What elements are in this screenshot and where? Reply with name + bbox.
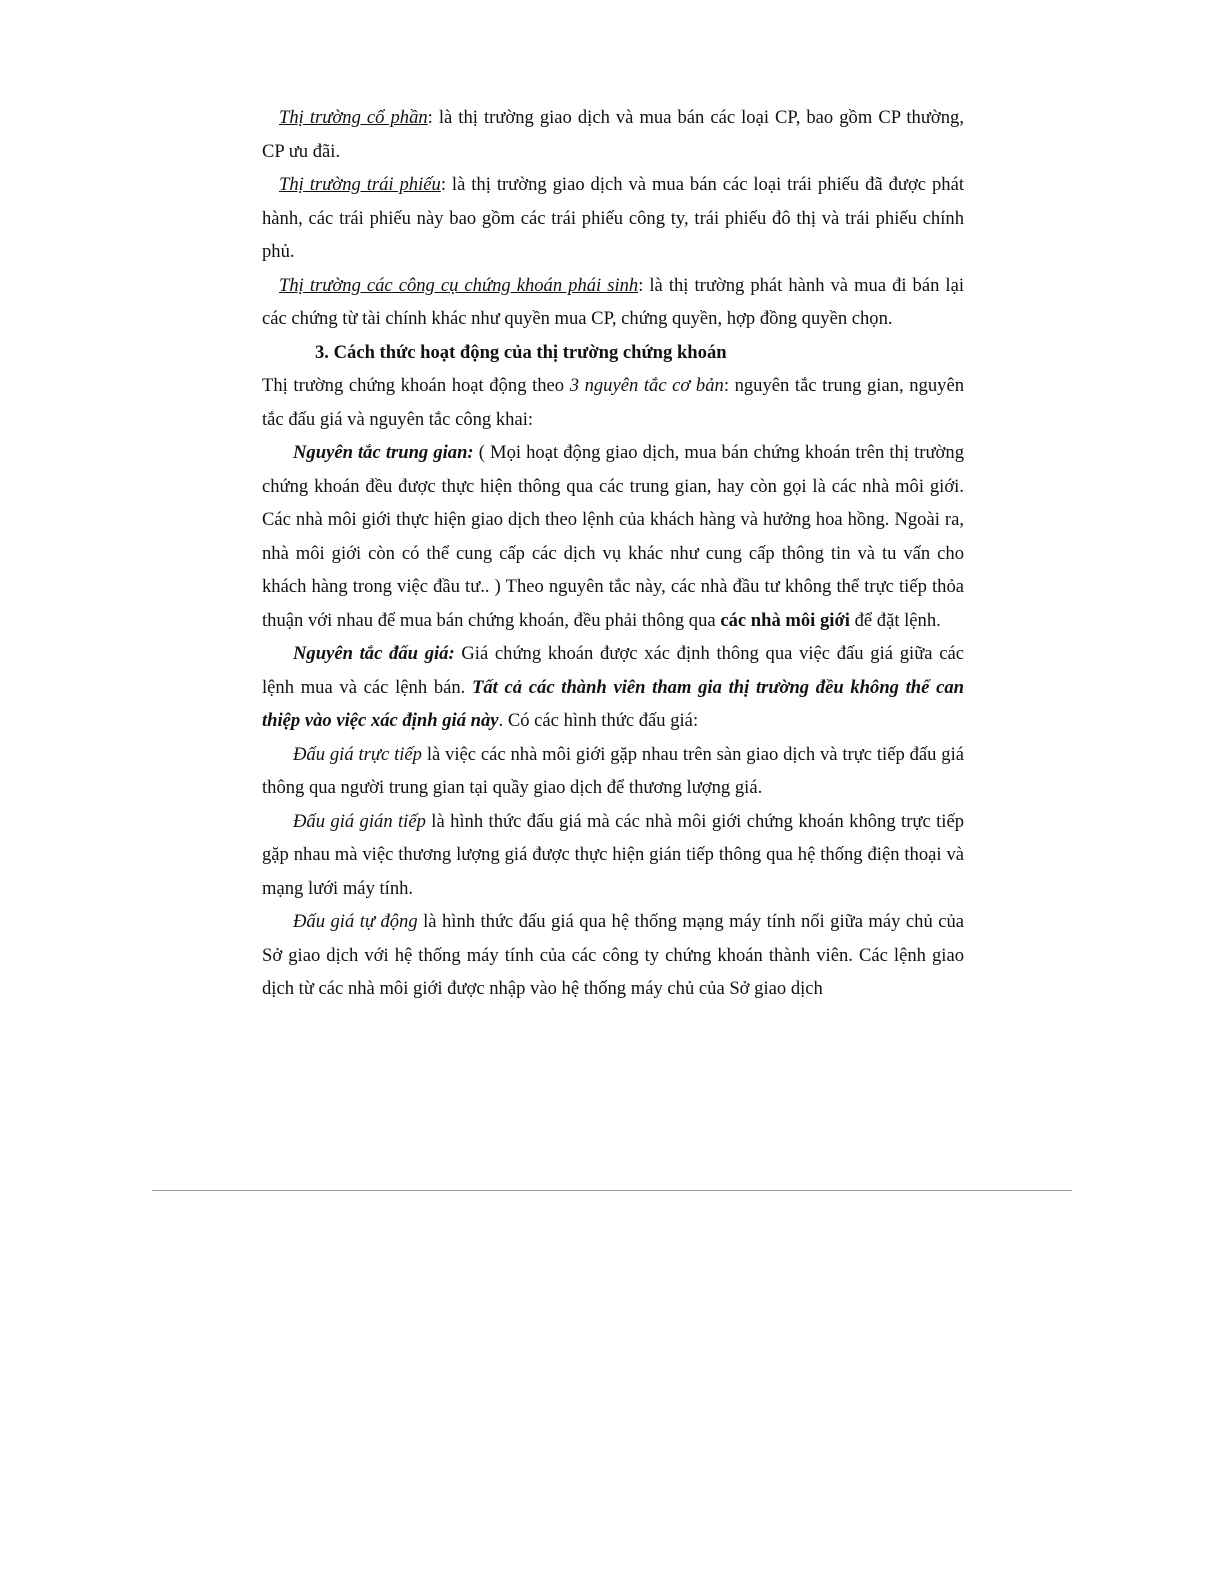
section-heading: 3. Cách thức hoạt động của thị trường chứng khoán [315,341,727,363]
paragraph-text: . Có các hình thức đấu giá: [498,710,699,731]
paragraph-text: Giá chứng khoán được xác định thông qua việc đấu giá giữa các lệnh mua và các lệnh bán. [262,643,964,698]
paragraph-indirect-auction [262,805,964,906]
emphasis-three-principles: 3 nguyên tắc cơ bản [569,375,724,396]
paragraph-principles-intro [262,369,964,436]
paragraph-equity-market [262,101,964,168]
term-automatic-auction: Đấu giá tự động [293,911,418,932]
paragraph-auction-principle [262,637,964,738]
term-derivatives-market: Thị trường các công cụ chứng khoán phái sinh [279,274,639,296]
term-auction-principle: Nguyên tắc đấu giá: [293,643,455,664]
paragraph-text: là việc các nhà môi giới gặp nhau trên sàn giao dịch và trực tiếp đấu giá thông qua người trung gian tại quầy giao dịch để thương lượng giá. [262,743,965,798]
emphasis-no-intervention: Tất cả các thành viên tham gia thị trường đều không thể can thiệp vào việc xác định giá này [262,676,964,731]
emphasis-brokers: các nhà môi giới [720,609,850,631]
paragraph-text: là hình thức đấu giá mà các nhà môi giới chứng khoán không trực tiếp gặp nhau mà việc thương lượng giá được thực hiện gián tiếp thông qua hệ thống điện thoại và mạng lưới máy tính. [262,810,964,899]
paragraph-intermediary-principle [262,436,964,637]
document-body [262,101,964,1006]
term-direct-auction: Đấu giá trực tiếp [293,743,422,765]
paragraph-text: : là thị trường giao dịch và mua bán các loại trái phiếu đã được phát hành, các trái phiếu này bao gồm các trái phiếu công ty, trái phiếu đô thị và trái phiếu chính phủ. [262,174,965,262]
paragraph-text: Thị trường chứng khoán hoạt động theo [262,375,570,396]
paragraph-automatic-auction [262,905,964,1006]
paragraph-text: ( Mọi hoạt động giao dịch, mua bán chứng khoán trên thị trường chứng khoán đều được thực hiện thông qua các trung gian, hay còn gọi là các nhà môi giới. Các nhà môi giới thực hiện giao dịch theo lệnh của khách hàng và hưởng hoa hồng. Ngoài ra, nhà môi giới còn có thể cung cấp các dịch vụ khác như cung cấp thông tin và tu vấn cho khách hàng trong việc đầu tư.. ) Theo nguyên tắc này, các nhà đầu tư không thể trực tiếp thỏa thuận với nhau để mua bán chứng khoán, đều phải thông qua [262,442,964,631]
term-intermediary-principle: Nguyên tắc trung gian: [293,442,474,463]
paragraph-bond-market [262,168,964,269]
page-footer-divider [152,1190,1072,1191]
term-bond-market: Thị trường trái phiếu [279,174,441,195]
paragraph-text: để đặt lệnh. [849,609,941,631]
paragraph-derivatives-market [262,269,964,336]
term-equity-market: Thị trường cổ phần [279,107,428,128]
term-indirect-auction: Đấu giá gián tiếp [293,810,426,832]
paragraph-text: : là thị trường giao dịch và mua bán các loại CP, bao gồm CP thường, CP ưu đãi. [262,107,965,162]
paragraph-text: : nguyên tắc trung gian, nguyên tắc đấu giá và nguyên tắc công khai: [262,375,964,430]
paragraph-text: : là thị trường phát hành và mua đi bán lại các chứng từ tài chính khác như quyền mua CP, chứng quyền, hợp đồng quyền chọn. [262,274,965,329]
paragraph-text: là hình thức đấu giá qua hệ thống mạng máy tính nối giữa máy chủ của Sở giao dịch với hệ thống máy tính của các công ty chứng khoán thành viên. Các lệnh giao dịch từ các nhà môi giới được nhập vào hệ thống máy chủ của Sở giao dịch [262,911,964,999]
paragraph-direct-auction [262,738,964,805]
